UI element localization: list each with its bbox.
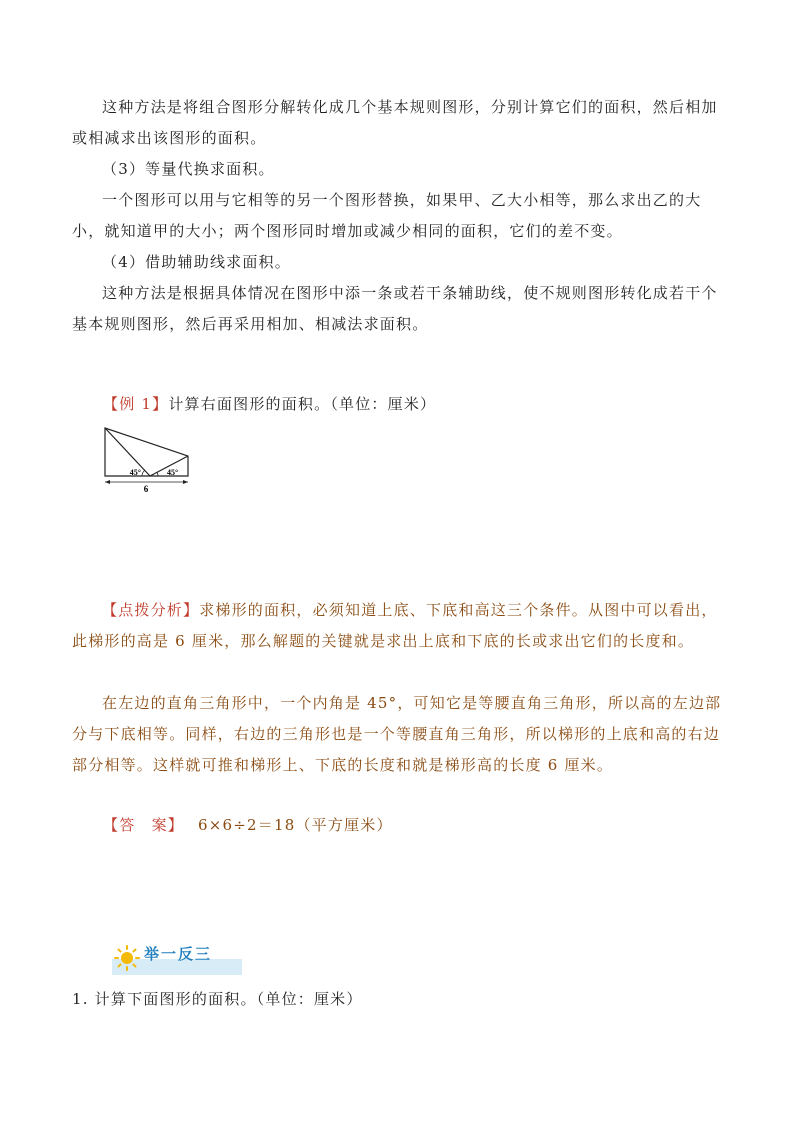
- example-1: [103, 393, 436, 414]
- example-label: 【例 1】: [103, 395, 169, 413]
- practice-question-1: 1. 计算下面图形的面积。（单位：厘米）: [72, 990, 363, 1008]
- angle-left-label: 45°: [129, 468, 141, 477]
- answer-line: [103, 814, 393, 835]
- intro-paragraph-2: 一个图形可以用与它相等的另一个图形替换，如果甲、乙大小相等，那么求出乙的大小，就知道甲的大小；两个图形同时增加或减少相同的面积，它们的差不变。: [72, 191, 702, 240]
- left-angle-arc: [142, 471, 145, 477]
- trapezoid-figure: [100, 424, 200, 500]
- heading-method-3: （3）等量代换求面积。: [102, 160, 275, 178]
- trapezoid-diagram: [100, 424, 200, 496]
- section-title: 举一反三: [144, 945, 213, 963]
- sun-icon: [114, 945, 140, 971]
- analysis-label: 【点拨分析】: [102, 601, 200, 619]
- intro-paragraph-3: 这种方法是根据具体情况在图形中添一条或若干条辅助线，使不规则图形转化成若干个基本规则图形，然后再采用相加、相减法求面积。: [72, 284, 718, 333]
- heading-method-4: （4）借助辅助线求面积。: [102, 253, 291, 271]
- dimension-arrow-left: [105, 480, 110, 484]
- intro-paragraph-1: 这种方法是将组合图形分解转化成几个基本规则图形，分别计算它们的面积，然后相加或相减求出该图形的面积。: [72, 98, 718, 147]
- right-angle-arc: [157, 472, 158, 476]
- analysis-paragraph-2: 在左边的直角三角形中，一个内角是 45°，可知它是等腰直角三角形，所以高的左边部分与下底相等。同样，右边的三角形也是一个等腰直角三角形，所以梯形的上底和高的右边部分相等。这样就可推和梯形上、下底的长度和就是梯形高的长度 6 厘米。: [72, 694, 722, 774]
- base-length-label: 6: [143, 484, 149, 494]
- answer-label: 【答 案】: [103, 816, 185, 834]
- answer-text: 6×6÷2＝18（平方厘米）: [198, 816, 393, 834]
- example-text: 计算右面图形的面积。（单位：厘米）: [168, 395, 437, 413]
- analysis-paragraph-1: [72, 595, 722, 657]
- analysis-text-1: 求梯形的面积，必须知道上底、下底和高这三个条件。从图中可以看出，此梯形的高是 6 厘米，那么解题的关键就是求出上底和下底的长或求出它们的长度和。: [72, 601, 718, 650]
- angle-right-label: 45°: [167, 468, 179, 477]
- dimension-arrow-right: [183, 480, 188, 484]
- section-banner: [104, 941, 242, 975]
